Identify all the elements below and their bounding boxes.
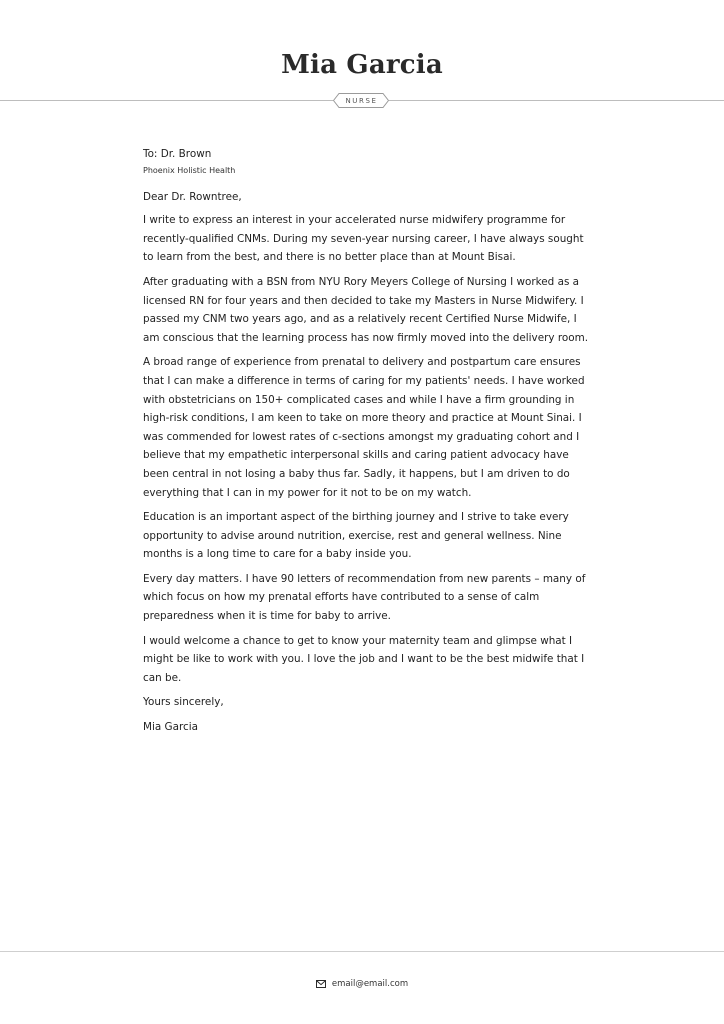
email-link[interactable]: email@email.com [331,979,409,989]
letter-paragraph: I would welcome a chance to get to know your maternity team and glimpse what I might be like to work with you. I love the job and I want to be the best midwife that I can be. [143,634,585,684]
footer-contact [0,979,724,989]
letter-paragraph: After graduating with a BSN from NYU Rory Meyers College of Nursing I worked as a licensed RN for four years and then decided to take my Masters in Nurse Midwifery. I passed my CNM two years ago, and as a relatively recent Certified Nurse Midwife, I am conscious that the learning process has now firmly moved into the delivery room. [143,275,589,344]
job-title: NURSE [345,96,378,105]
recipient-organization: Phoenix Holistic Health [143,165,236,175]
recipient-name: To: Dr. Brown [143,148,212,160]
job-title-badge [333,93,389,108]
signature-name: Mia Garcia [143,721,198,734]
salutation: Dear Dr. Rowntree, [143,190,242,203]
footer-divider [0,951,724,952]
cover-letter-body [143,145,588,737]
letter-paragraph: Every day matters. I have 90 letters of recommendation from new parents – many of which focus on how my prenatal efforts have contributed to a sense of calm preparedness when it is time for baby to arrive. [143,572,586,623]
letter-paragraph: Education is an important aspect of the birthing journey and I strive to take every opportunity to advise around nutrition, exercise, rest and general wellness. Nine months is a long time to care for a baby inside you. [143,511,569,561]
envelope-icon [316,980,326,988]
letter-paragraph: I write to express an interest in your accelerated nurse midwifery programme for recently-qualified CNMs. During my seven-year nursing career, I have always sought to learn from the best, and there is no better place than at Mount Bisai. [143,214,584,264]
closing: Yours sincerely, [143,696,224,709]
letter-paragraph: A broad range of experience from prenatal to delivery and postpartum care ensures that I can make a difference in terms of caring for my patients' needs. I have worked with obstetricians on 150+ complicated cases and while I have a firm grounding in high-risk conditions, I am keen to take on more theory and practice at Mount Sinai. I was commended for lowest rates of c-sections amongst my graduating cohort and I believe that my empathetic interpersonal skills and caring patient advocacy have been central in not losing a baby thus far. Sadly, it happens, but I am driven to do everything that I can in my power for it not to be on my watch. [143,356,585,499]
applicant-name: Mia Garcia [281,50,443,80]
